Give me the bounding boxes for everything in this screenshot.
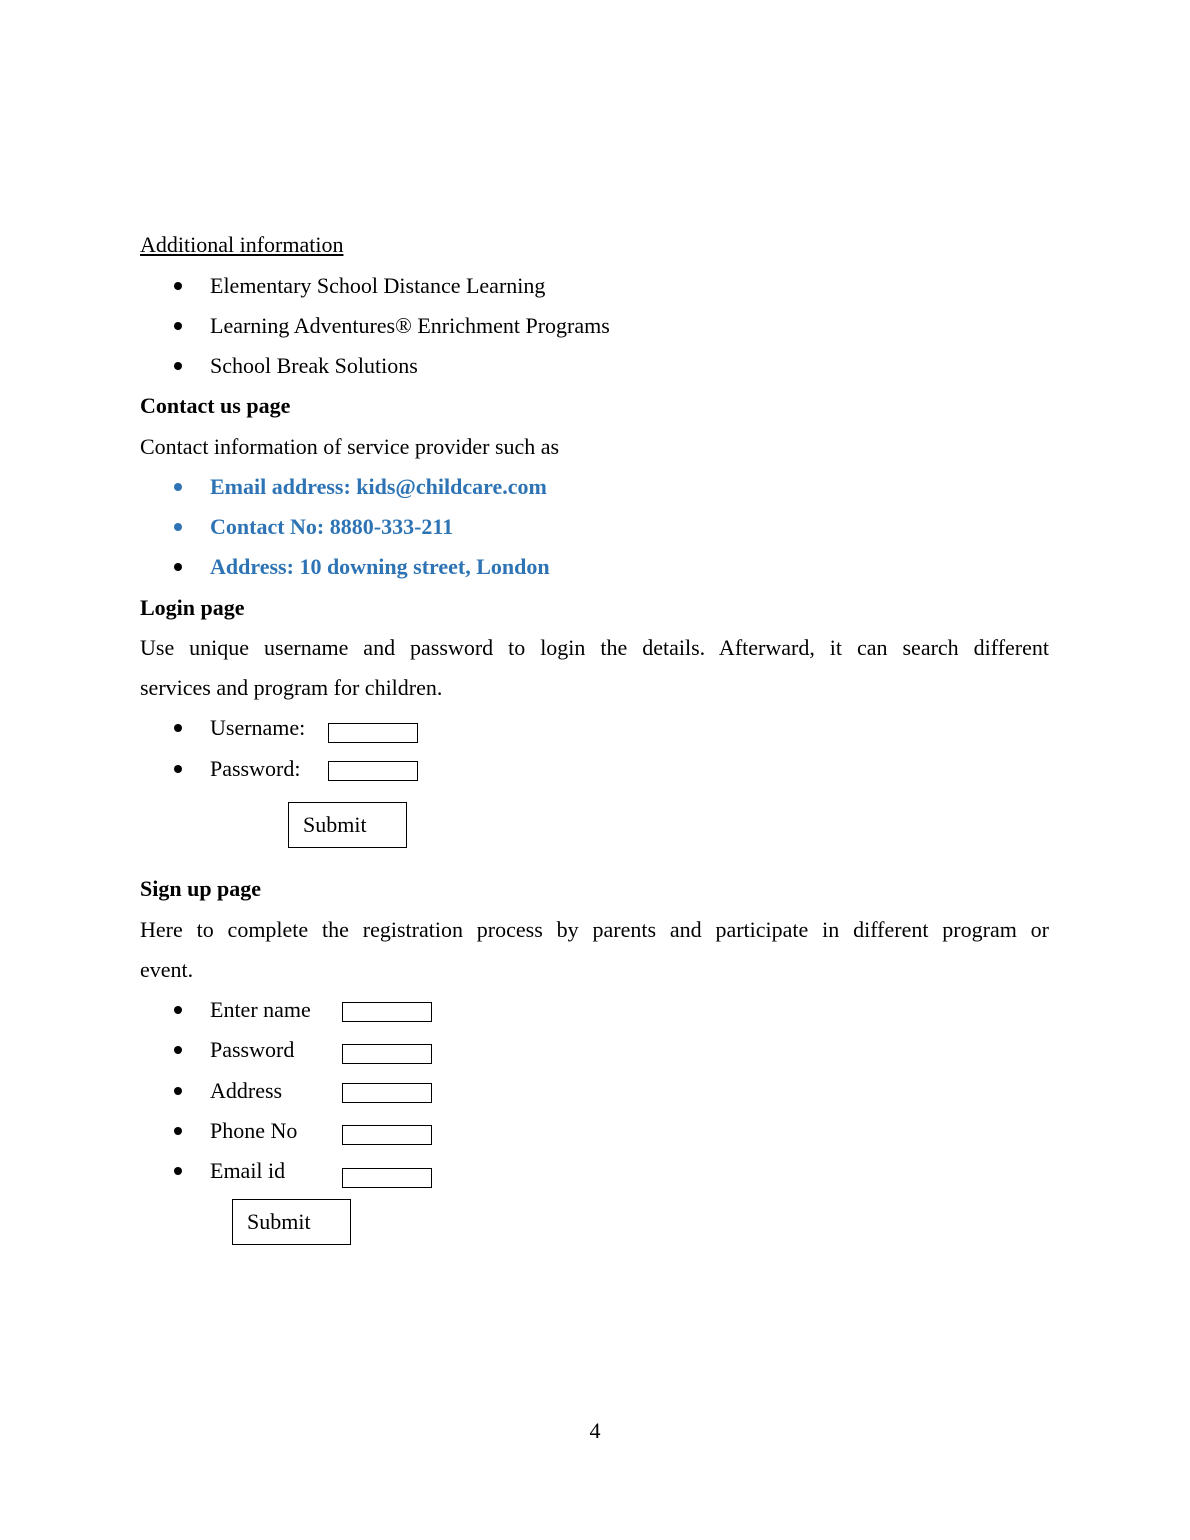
password-label: Password:	[210, 756, 301, 781]
additional-item: Elementary School Distance Learning	[210, 273, 546, 298]
username-input[interactable]	[328, 723, 418, 743]
additional-info-heading: Additional information	[140, 232, 344, 257]
bullet-icon	[174, 1078, 184, 1104]
bullet-icon	[174, 514, 184, 540]
bullet-icon	[174, 554, 184, 580]
login-submit-button[interactable]: Submit	[288, 802, 407, 848]
signup-password-label: Password	[210, 1037, 295, 1062]
bullet-icon	[174, 997, 184, 1023]
bullet-icon	[174, 715, 184, 741]
bullet-icon	[174, 1118, 184, 1144]
contact-intro: Contact information of service provider such as	[140, 434, 560, 459]
signup-heading: Sign up page	[140, 876, 262, 901]
contact-phone: Contact No: 8880-333-211	[210, 514, 454, 539]
password-input[interactable]	[328, 761, 418, 781]
login-paragraph-line2: services and program for children.	[140, 675, 443, 700]
bullet-icon	[174, 474, 184, 500]
login-heading: Login page	[140, 595, 245, 620]
signup-phone-input[interactable]	[342, 1125, 432, 1145]
contact-address: Address: 10 downing street, London	[210, 554, 550, 579]
bullet-icon	[174, 1158, 184, 1184]
additional-item: School Break Solutions	[210, 353, 418, 378]
signup-submit-button[interactable]: Submit	[232, 1199, 351, 1245]
signup-paragraph-line1: Here to complete the registration process by parents and participate in different program or	[140, 917, 1049, 942]
signup-email-input[interactable]	[342, 1168, 432, 1188]
additional-item: Learning Adventures® Enrichment Programs	[210, 313, 610, 338]
login-paragraph-line1: Use unique username and password to login the details. Afterward, it can search different	[140, 635, 1049, 660]
contact-email: Email address: kids@childcare.com	[210, 474, 547, 499]
username-label: Username:	[210, 715, 306, 740]
bullet-icon	[174, 1037, 184, 1063]
signup-name-input[interactable]	[342, 1002, 432, 1022]
signup-name-label: Enter name	[210, 997, 311, 1022]
signup-phone-label: Phone No	[210, 1118, 298, 1143]
signup-address-label: Address	[210, 1078, 283, 1103]
signup-password-input[interactable]	[342, 1044, 432, 1064]
signup-email-label: Email id	[210, 1158, 286, 1183]
bullet-icon	[174, 313, 184, 339]
bullet-icon	[174, 273, 184, 299]
signup-address-input[interactable]	[342, 1083, 432, 1103]
signup-paragraph-line2: event.	[140, 957, 194, 982]
bullet-icon	[174, 353, 184, 379]
page-number: 4	[589, 1418, 601, 1443]
bullet-icon	[174, 756, 184, 782]
contact-heading: Contact us page	[140, 393, 291, 418]
